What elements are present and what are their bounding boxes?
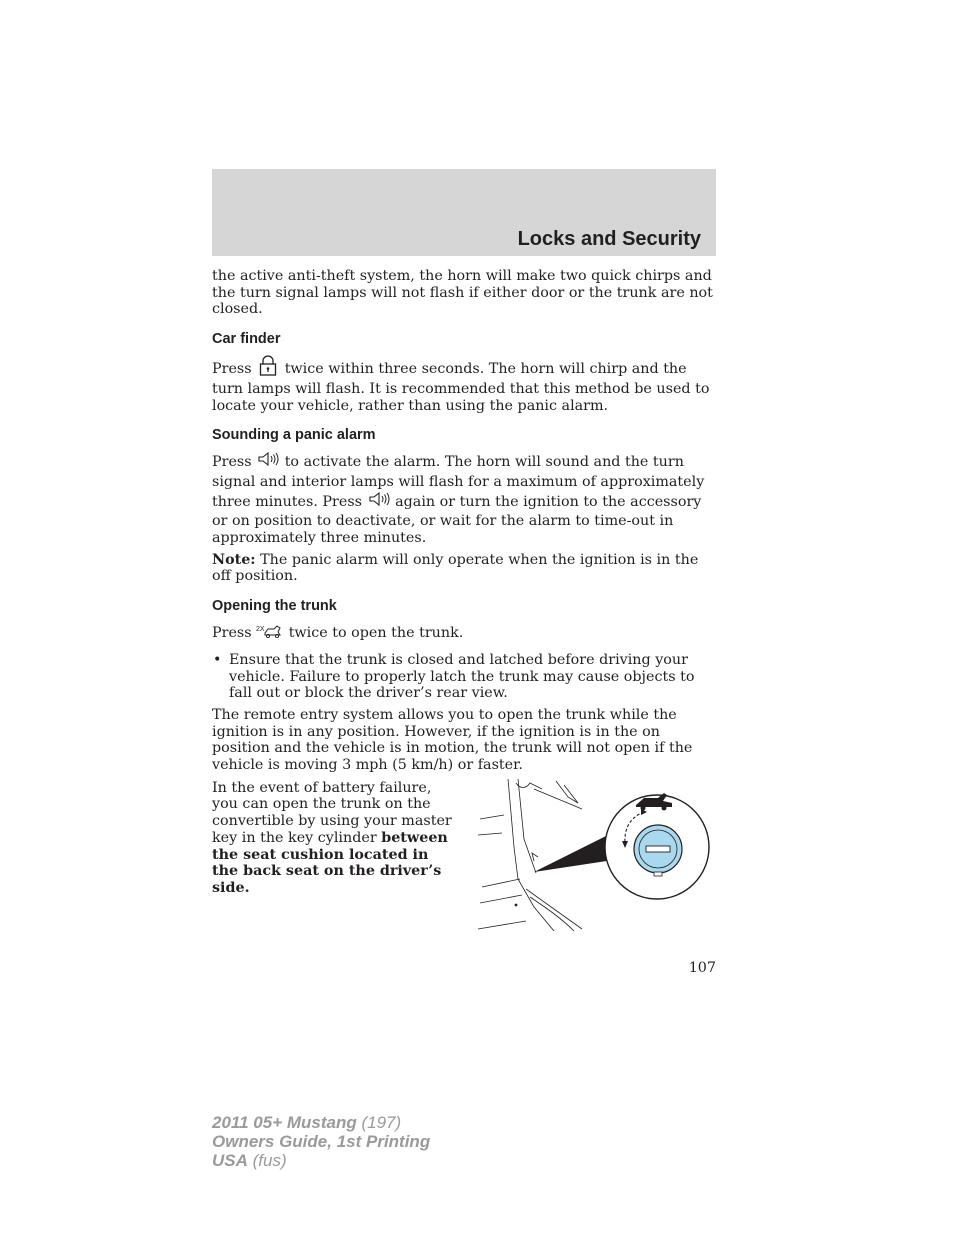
intro-paragraph: the active anti-theft system, the horn will make two quick chirps and the turn signal lamps will not flash if either door or the trunk are not closed. (212, 268, 713, 318)
panic-alarm-heading: Sounding a panic alarm (212, 427, 376, 444)
battery-failure-block (212, 780, 716, 940)
panic-alarm-note (212, 552, 716, 585)
footer-line-guide (212, 1132, 430, 1151)
section-title: Locks and Security (517, 228, 701, 250)
panic-press-label: Press (212, 454, 252, 471)
remote-entry-paragraph: The remote entry system allows you to open the trunk while the ignition is in any position. However, if the ignition is in the on position and the vehicle is in motion, the trunk will not open if the vehicle is moving 3 mph (5 km/h) or faster. (212, 706, 693, 774)
horn-icon (256, 451, 280, 474)
footer-market: USA (212, 1151, 248, 1170)
document-footer (212, 1113, 430, 1170)
battery-failure-paragraph (212, 780, 452, 897)
battery-failure-text: In the event of battery failure, you can open the trunk on the convertible by using your master key in the key cylinder (212, 779, 452, 846)
footer-line-model (212, 1113, 430, 1132)
opening-trunk-heading: Opening the trunk (212, 598, 337, 615)
car-finder-paragraph (212, 355, 716, 414)
panic-alarm-instruction: to activate the alarm. The horn will sound and the turn signal and interior lamps will flash for a maximum of approximately three minutes. Press (212, 454, 705, 510)
trunk-press-label: Press (212, 625, 252, 642)
section-header-band (212, 169, 716, 256)
footer-line-market (212, 1151, 430, 1170)
trunk-bullet-list (212, 652, 716, 702)
trunk-key-cylinder-illustration (478, 777, 714, 938)
note-text: The panic alarm will only operate when the ignition is in the off position. (212, 551, 699, 585)
list-item: • Ensure that the trunk is closed and latched before driving your vehicle. Failure to properly latch the trunk may cause objects to fall out or block the driver’s rear view. (212, 652, 716, 702)
opening-trunk-paragraph (212, 622, 716, 645)
horn-icon (367, 491, 391, 514)
page-number: 107 (688, 960, 716, 976)
note-label: Note: (212, 551, 256, 568)
footer-guide: Owners Guide, 1st Printing (212, 1132, 431, 1151)
page-content (212, 268, 716, 940)
car-finder-heading: Car finder (212, 331, 281, 348)
trunk-icon-badge: 2X (256, 626, 265, 634)
lock-icon (256, 355, 280, 381)
battery-failure-bold: between the seat cushion located in the back seat on the driver’s side. (212, 829, 448, 896)
panic-alarm-deactivate-text: again or turn the ignition to the accessory or on position to deactivate, or wait for the alarm to time-out in approximately three minutes. (212, 493, 702, 547)
car-finder-press-label: Press (212, 361, 252, 378)
panic-alarm-paragraph (212, 451, 716, 547)
seat-line-art (478, 779, 582, 931)
footer-model-code: (197) (361, 1113, 402, 1132)
footer-model: 2011 05+ Mustang (212, 1113, 357, 1132)
trunk-release-icon (256, 622, 284, 645)
footer-market-code: (fus) (252, 1151, 287, 1170)
trunk-instruction: twice to open the trunk. (288, 625, 464, 642)
key-slot (646, 846, 670, 852)
car-finder-instruction: twice within three seconds. The horn will chirp and the turn lamps will flash. It is recommended that this method be used to locate your vehicle, rather than using the panic alarm. (212, 361, 710, 414)
